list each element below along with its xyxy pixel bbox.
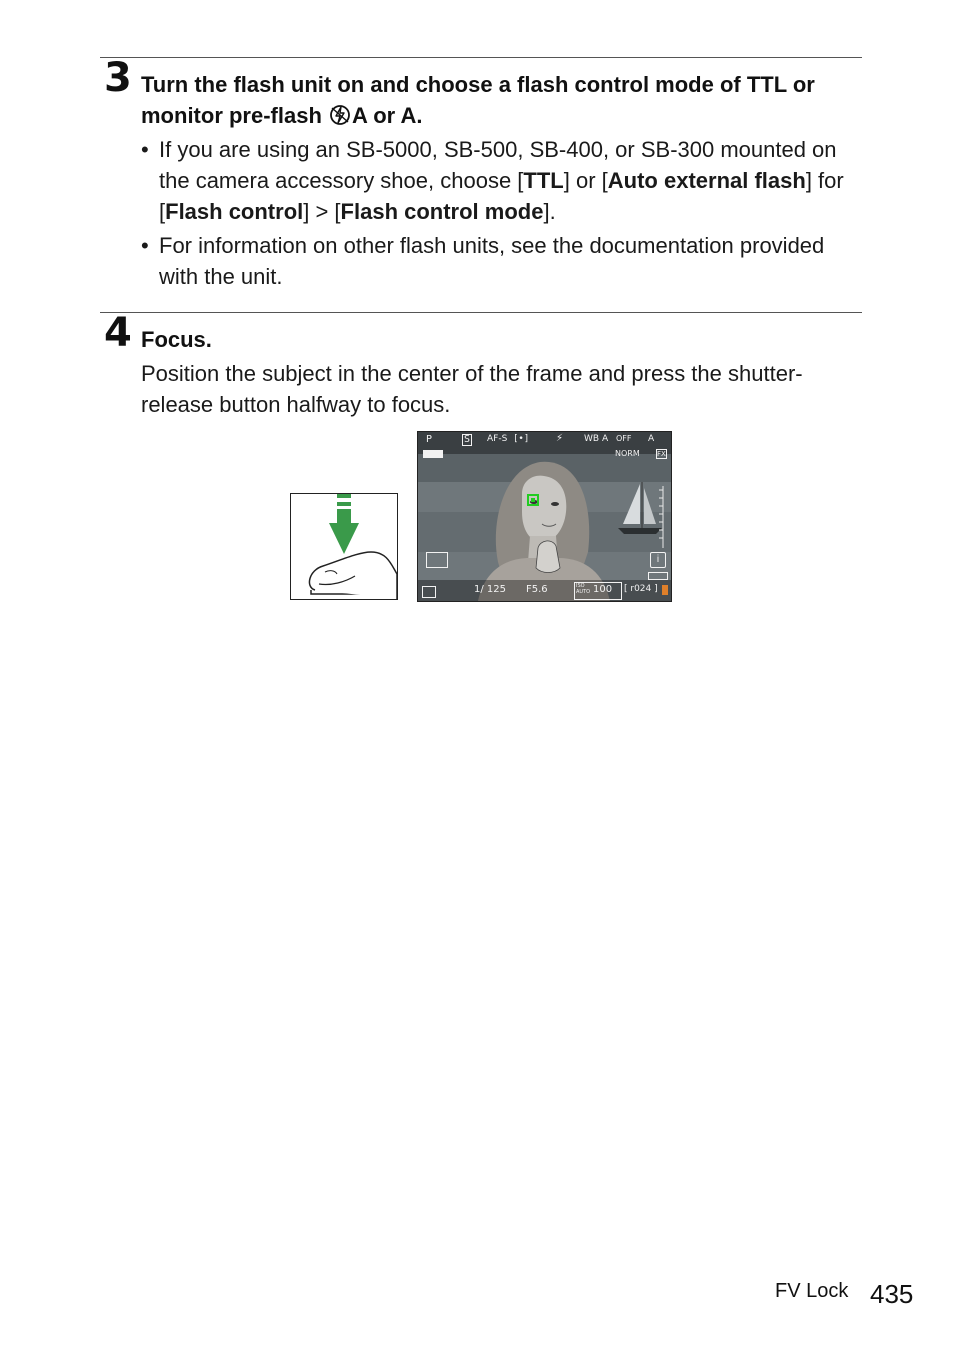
- bullet1-text-1: If you are using an SB-5000, SB-500, SB-400, or SB-300 mounted on the camera accessory shoe, choose [: [159, 137, 837, 193]
- lcd-af-area: [•]: [513, 434, 530, 444]
- menu-option-ttl: TTL: [523, 168, 564, 193]
- battery-icon: [648, 572, 668, 580]
- finger-press-icon: [291, 494, 397, 599]
- step3-heading: [141, 69, 865, 131]
- page-number: 435: [870, 1279, 914, 1309]
- step3-bullet-list: [141, 134, 865, 295]
- lcd-af-mode: AF-S: [487, 434, 508, 444]
- lcd-flash-indicator: ⚡: [556, 433, 564, 444]
- footer-section-title: FV Lock: [775, 1280, 849, 1302]
- shutter-halfway-illustration: [290, 493, 398, 600]
- step-number-3: 3: [104, 55, 132, 101]
- section-divider-4: [100, 312, 862, 313]
- lcd-image-quality: NORM: [615, 449, 640, 458]
- lcd-frames-value: r024: [630, 584, 652, 594]
- lcd-active-d-lighting: OFF: [616, 434, 632, 443]
- step4-body: Position the subject in the center of the frame and press the shutter-release button halfway to focus.: [141, 361, 803, 417]
- lcd-image-area: FX: [657, 450, 666, 458]
- list-item: [141, 134, 865, 227]
- flash-monitor-preflash-icon: [328, 104, 352, 126]
- lcd-iso-value: 100: [593, 584, 613, 595]
- lcd-touch-shutter-icon: [426, 552, 448, 568]
- lcd-white-balance: WB A: [584, 434, 609, 444]
- bullet1-text-2: ] or [: [563, 168, 608, 193]
- bullet1-text-3: ] for [: [159, 168, 844, 224]
- section-divider-3: [100, 57, 862, 58]
- lcd-frames-remaining: [ r024 ]: [624, 584, 658, 594]
- menu-option-auto-external-flash: Auto external flash: [607, 168, 806, 193]
- flash-ready-icon: [662, 585, 668, 595]
- step3-heading-text1: Turn the flash unit on and choose a flash control mode of TTL or monitor pre-flash: [141, 72, 815, 128]
- info-icon: i: [650, 552, 666, 568]
- lcd-shooting-mode: P: [426, 434, 433, 445]
- lcd-view-mode-icon: [423, 450, 443, 458]
- lcd-iso-label: ISO AUTO: [576, 583, 591, 595]
- bullet2-text: For information on other flash units, see the documentation provided with the unit.: [159, 233, 825, 289]
- camera-monitor-display: [417, 431, 672, 602]
- lcd-release-mode: S: [464, 434, 471, 445]
- lcd-iso-box: [574, 582, 622, 600]
- metering-icon: [422, 586, 436, 598]
- lcd-wb-value: A: [601, 434, 609, 444]
- step-number-4: 4: [104, 310, 132, 356]
- bullet1-text-4: ] > [: [303, 199, 341, 224]
- step4-heading: Focus.: [141, 327, 212, 352]
- lcd-aperture: F5.6: [526, 584, 548, 595]
- menu-item-flash-control-mode: Flash control mode: [340, 199, 544, 224]
- bullet1-text-5: ].: [543, 199, 556, 224]
- lcd-shutter-speed: 1/ 125: [474, 584, 506, 595]
- menu-item-flash-control: Flash control: [165, 199, 304, 224]
- lcd-picture-control: A: [648, 434, 655, 444]
- list-item: [141, 230, 865, 292]
- step3-heading-text2: A or A.: [352, 103, 423, 128]
